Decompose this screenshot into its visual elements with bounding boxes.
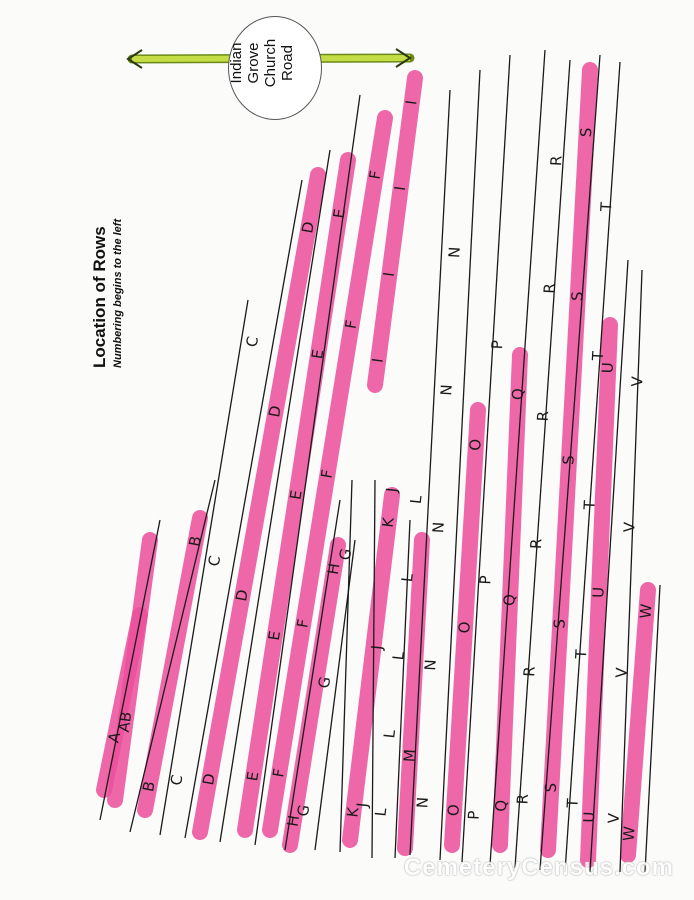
row-l-label: L bbox=[406, 494, 426, 505]
row-s-label: S bbox=[568, 290, 587, 302]
row-c-label: C bbox=[242, 334, 263, 349]
row-i-label: I bbox=[402, 99, 421, 106]
row-n-label: N bbox=[413, 796, 432, 809]
row-t-label: T bbox=[571, 648, 591, 660]
row-n-label: N bbox=[429, 521, 448, 534]
row-u-label: U bbox=[580, 811, 599, 824]
row-p-label: P bbox=[488, 339, 507, 350]
row-i-label: I bbox=[390, 185, 410, 192]
row-p-label: P bbox=[476, 575, 495, 585]
row-u-label: U bbox=[598, 361, 617, 374]
row-q-label: Q bbox=[500, 593, 519, 607]
road-line-3: Church bbox=[262, 38, 279, 88]
row-n-label: N bbox=[445, 246, 464, 259]
row-t-label: T bbox=[563, 798, 582, 809]
row-g-label: G bbox=[335, 547, 356, 562]
row-h-label: H bbox=[283, 813, 304, 828]
row-t-label: T bbox=[597, 201, 616, 212]
page-title: Location of Rows bbox=[90, 226, 109, 368]
row-j-label: J bbox=[353, 801, 372, 808]
road-line-2: Grove bbox=[245, 42, 262, 84]
row-b-label: B bbox=[139, 779, 159, 794]
row-e-label: E bbox=[329, 207, 349, 220]
row-divider-line bbox=[160, 300, 248, 835]
row-n-label: N bbox=[421, 658, 440, 672]
row-q-label: Q bbox=[491, 799, 511, 813]
row-f-label: F bbox=[293, 617, 313, 630]
row-d-label: D bbox=[298, 220, 318, 235]
row-w-label: W bbox=[636, 603, 656, 620]
row-f-label: F bbox=[269, 767, 289, 779]
row-l-label: L bbox=[397, 572, 417, 583]
row-s-label: S bbox=[576, 127, 596, 138]
row-ab-highlight bbox=[115, 540, 150, 800]
row-r-label: R bbox=[520, 665, 539, 678]
row-f-label: F bbox=[317, 468, 337, 480]
watermark: CemeteryCensus.com bbox=[403, 854, 674, 881]
row-t-label: T bbox=[588, 350, 608, 361]
row-k-highlight bbox=[350, 495, 392, 840]
row-divider-line bbox=[490, 50, 545, 865]
row-d-label: D bbox=[232, 588, 252, 603]
row-p-label: P bbox=[464, 810, 483, 821]
row-c-label: C bbox=[166, 773, 187, 787]
row-e-label: E bbox=[243, 770, 263, 783]
row-v-label: V bbox=[604, 812, 624, 824]
row-ab-label: AB bbox=[114, 710, 136, 734]
road-label bbox=[228, 15, 314, 111]
row-o-label: O bbox=[444, 803, 463, 817]
row-r-label: R bbox=[540, 282, 559, 295]
row-u-label: U bbox=[589, 586, 608, 599]
row-r-label: R bbox=[547, 155, 566, 167]
row-w-label: W bbox=[619, 825, 639, 842]
row-r-label: R bbox=[526, 538, 546, 550]
row-r-label: R bbox=[533, 410, 553, 422]
row-s-label: S bbox=[541, 782, 561, 793]
row-e-label: E bbox=[264, 629, 284, 642]
row-h-label: H bbox=[323, 561, 344, 576]
row-j-label: J bbox=[367, 644, 387, 651]
row-l-label: L bbox=[380, 728, 400, 740]
page-subtitle: Numbering begins to the left bbox=[112, 218, 124, 368]
row-q-label: Q bbox=[508, 387, 528, 401]
legend-title-block bbox=[90, 219, 124, 368]
road-label-circle bbox=[228, 16, 322, 120]
row-e-label: E bbox=[286, 488, 306, 501]
road-line-1: Indian bbox=[228, 42, 245, 84]
road-line-4: Road bbox=[279, 45, 296, 81]
row-o-label: O bbox=[455, 621, 474, 634]
row-d-label: D bbox=[199, 772, 219, 787]
row-g-label: G bbox=[293, 803, 314, 818]
row-v-label: V bbox=[627, 375, 647, 388]
row-v-label: V bbox=[612, 667, 631, 679]
row-i-label: I bbox=[379, 271, 399, 278]
row-r-label: R bbox=[513, 793, 532, 805]
row-c-label: C bbox=[204, 554, 225, 568]
row-f-label: F bbox=[365, 169, 385, 181]
row-m-label: M bbox=[400, 748, 419, 763]
row-v-label: V bbox=[620, 521, 639, 533]
row-j-label: J bbox=[382, 486, 401, 493]
row-k-label: K bbox=[378, 516, 398, 529]
row-f-label: F bbox=[341, 318, 361, 331]
row-s-label: S bbox=[559, 454, 578, 466]
row-a-label: A bbox=[104, 730, 125, 745]
row-t-label: T bbox=[580, 499, 599, 511]
row-g-label: G bbox=[314, 675, 335, 690]
row-e-label: E bbox=[308, 348, 328, 361]
row-k-label: K bbox=[343, 806, 363, 819]
row-l-label: L bbox=[371, 807, 391, 818]
row-s-label: S bbox=[550, 618, 569, 630]
row-l-label: L bbox=[389, 650, 408, 662]
row-b-label: B bbox=[185, 534, 205, 548]
row-w-highlight bbox=[628, 590, 648, 855]
row-n-label: N bbox=[437, 383, 456, 397]
row-i-label: I bbox=[368, 357, 387, 364]
row-d-label: D bbox=[265, 404, 285, 419]
row-divider-line bbox=[410, 90, 450, 855]
row-o-label: O bbox=[466, 438, 485, 452]
